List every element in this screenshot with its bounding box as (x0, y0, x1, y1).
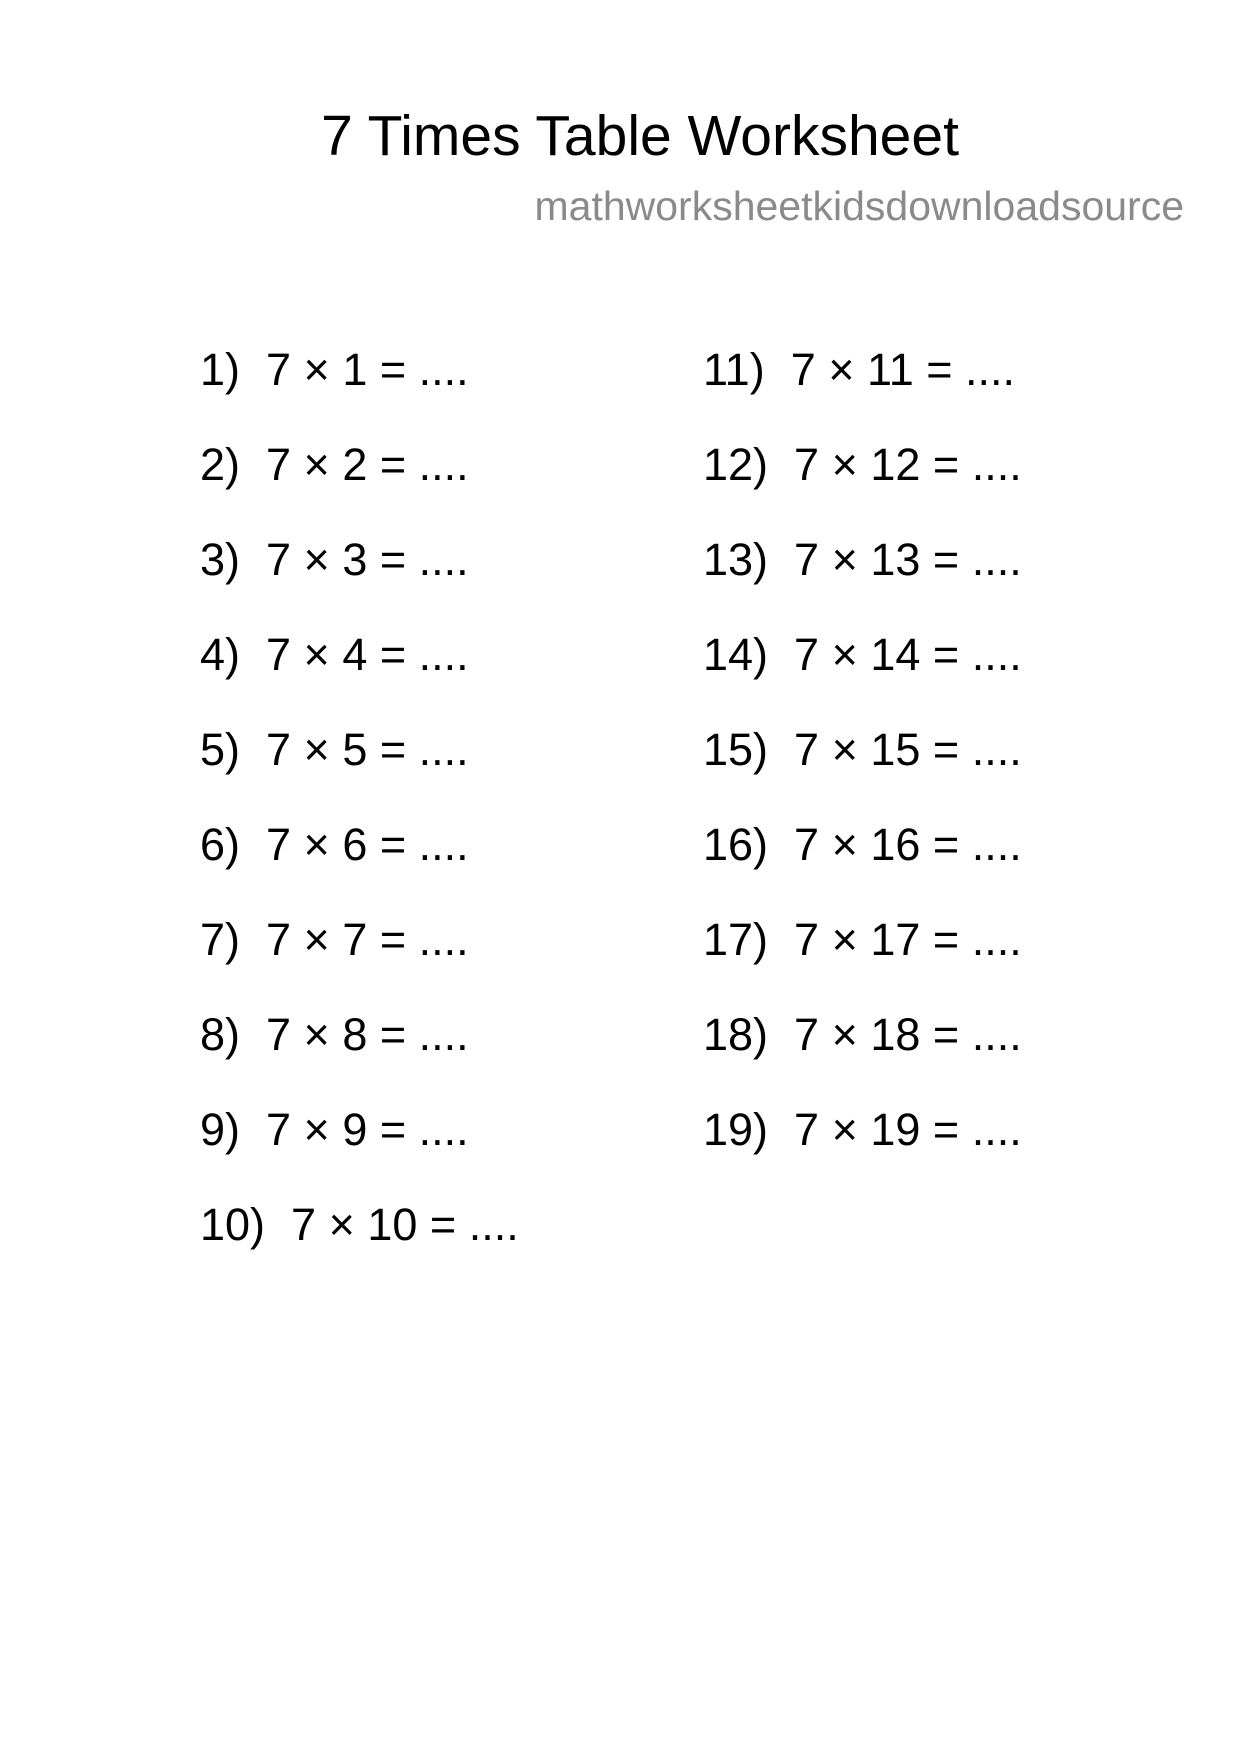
problem-expression: 7 × 9 = .... (266, 1104, 469, 1155)
problem-expression: 7 × 6 = .... (266, 819, 469, 870)
problem-item (200, 815, 519, 910)
problem-expression: 7 × 19 = .... (794, 1104, 1022, 1155)
problem-expression: 7 × 5 = .... (266, 724, 469, 775)
problem-item (200, 720, 519, 815)
problem-item (703, 340, 1022, 435)
problem-expression: 7 × 3 = .... (266, 534, 469, 585)
problem-item (200, 910, 519, 1005)
problem-number: 7) (200, 914, 241, 965)
problem-expression: 7 × 7 = .... (266, 914, 469, 965)
problem-expression: 7 × 4 = .... (266, 629, 469, 680)
problem-expression: 7 × 1 = .... (266, 344, 469, 395)
problems-column-left (200, 340, 519, 1290)
problem-item (703, 720, 1022, 815)
problem-item (200, 1195, 519, 1290)
problem-number: 10) (200, 1199, 266, 1250)
problem-number: 9) (200, 1104, 241, 1155)
problem-number: 3) (200, 534, 241, 585)
problem-item (200, 1100, 519, 1195)
problem-expression: 7 × 2 = .... (266, 439, 469, 490)
problem-number: 18) (703, 1009, 769, 1060)
problem-expression: 7 × 14 = .... (794, 629, 1022, 680)
problem-item (703, 910, 1022, 1005)
problem-number: 13) (703, 534, 769, 585)
problem-number: 14) (703, 629, 769, 680)
source-watermark: mathworksheetkidsdownloadsource (534, 183, 1184, 229)
problem-expression: 7 × 10 = .... (291, 1199, 519, 1250)
problem-number: 6) (200, 819, 241, 870)
problem-item (200, 625, 519, 720)
problem-item (703, 625, 1022, 720)
problem-number: 17) (703, 914, 769, 965)
problem-item (200, 530, 519, 625)
problem-expression: 7 × 17 = .... (794, 914, 1022, 965)
problem-number: 1) (200, 344, 241, 395)
problem-number: 2) (200, 439, 241, 490)
problem-item (703, 1100, 1022, 1195)
problem-number: 5) (200, 724, 241, 775)
problem-item (200, 1005, 519, 1100)
problem-item (703, 815, 1022, 910)
problem-number: 12) (703, 439, 769, 490)
problem-expression: 7 × 16 = .... (794, 819, 1022, 870)
problem-number: 16) (703, 819, 769, 870)
problem-item (703, 1005, 1022, 1100)
problem-expression: 7 × 8 = .... (266, 1009, 469, 1060)
problem-item (703, 435, 1022, 530)
problems-column-right (703, 340, 1022, 1195)
problem-expression: 7 × 11 = .... (790, 344, 1016, 395)
problem-expression: 7 × 12 = .... (794, 439, 1022, 490)
problem-number: 19) (703, 1104, 769, 1155)
problem-item (200, 435, 519, 530)
problem-expression: 7 × 15 = .... (794, 724, 1022, 775)
problem-expression: 7 × 18 = .... (794, 1009, 1022, 1060)
problem-number: 8) (200, 1009, 241, 1060)
problem-number: 15) (703, 724, 769, 775)
problem-number: 11) (703, 344, 765, 395)
problem-number: 4) (200, 629, 241, 680)
problem-expression: 7 × 13 = .... (794, 534, 1022, 585)
problem-item (703, 530, 1022, 625)
worksheet-title: 7 Times Table Worksheet (321, 104, 959, 168)
problem-item (200, 340, 519, 435)
